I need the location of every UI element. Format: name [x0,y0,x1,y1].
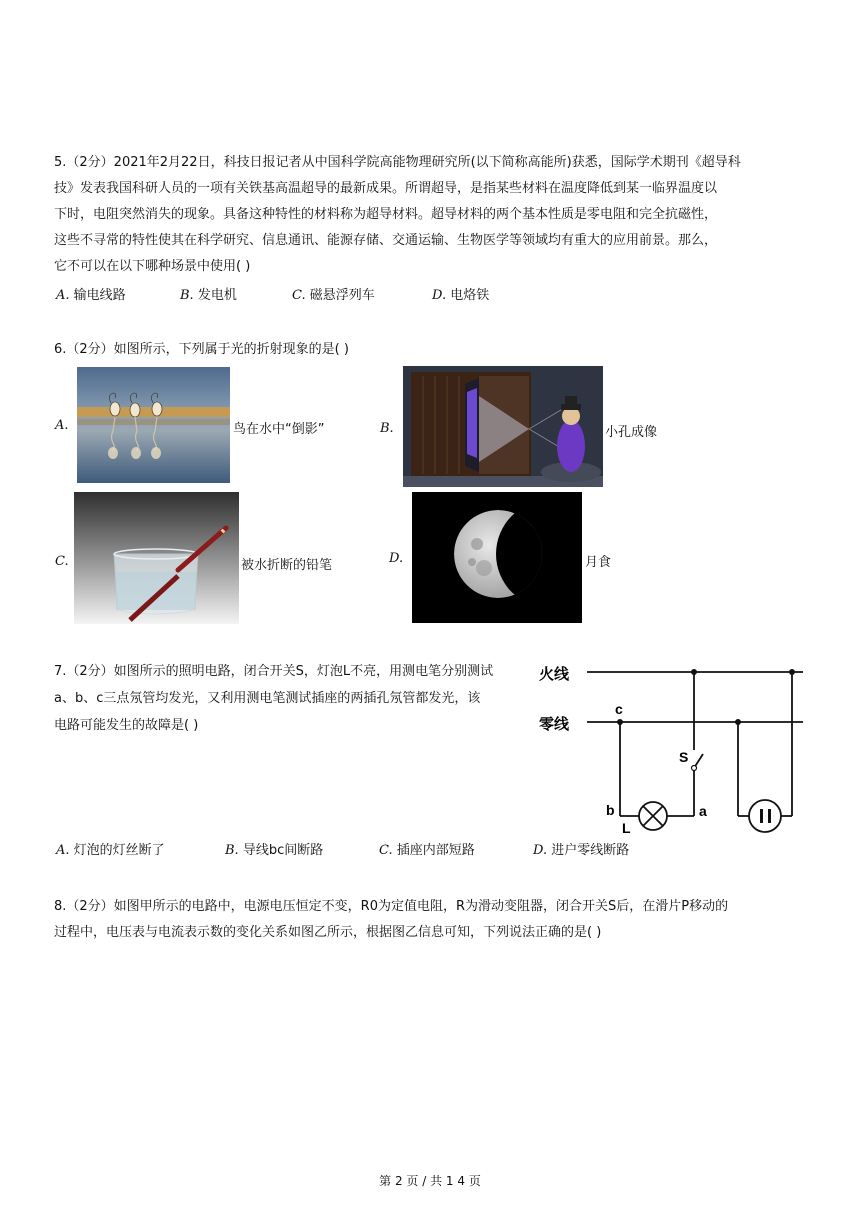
pencil-in-water-image [74,492,239,624]
q6-option-c-caption: 被水折断的铅笔 [241,558,333,573]
q8-line-1: 8.（2分）如图甲所示的电路中，电源电压恒定不变，R0为定值电阻，R为滑动变阻器，闭合开关S后，在滑片P移动的 [54,899,729,914]
q6-option-b-caption: 小孔成像 [605,425,658,440]
neutral-wire-label: 零线 [539,716,570,733]
q8-line-2: 过程中，电压表与电流表示数的变化关系如图乙所示，根据图乙信息可知，下列说法正确的是( ) [54,925,602,940]
q5-line-4: 这些不寻常的特性使其在科学研究、信息通讯、能源存储、交通运输、生物医学等领域均有重大的应用前景。那么， [54,233,718,248]
q5-line-3: 下时，电阻突然消失的现象。具备这种特性的材料称为超导材料。超导材料的两个基本性质是零电阻和完全抗磁性， [54,207,718,222]
q7-option-d: D. 进户零线断路 [533,843,630,858]
q7-line-3: 电路可能发生的故障是( ) [54,718,199,733]
q6-option-b-letter: B. [380,421,394,436]
q5-option-a: A. 输电线路 [56,288,126,303]
q7-option-c: C. 插座内部短路 [379,843,475,858]
q5-line-2: 技》发表我国科研人员的一项有关铁基高温超导的最新成果。所谓超导，是指某些材料在温度降低到某一临界温度以 [54,181,718,196]
lighting-circuit-diagram [535,658,807,838]
point-b-label: b [606,802,615,818]
q7-line-1: 7.（2分）如图所示的照明电路，闭合开关S，灯泡L不亮，用测电笔分别测试 [54,664,494,679]
q5-line-5: 它不可以在以下哪种场景中使用( ) [54,259,251,274]
q5-option-b: B. 发电机 [180,288,237,303]
lamp-label: L [622,820,631,836]
q5-option-d: D. 电烙铁 [432,288,490,303]
pinhole-camera-image [403,366,603,487]
switch-label: S [679,749,689,765]
q7-line-2: a、b、c三点氖管均发光，又利用测电笔测试插座的两插孔氖管都发光，该 [54,691,481,706]
q6-stem: 6.（2分）如图所示，下列属于光的折射现象的是( ) [54,342,349,357]
q6-option-d-letter: D. [389,551,404,566]
live-wire-label: 火线 [539,666,570,683]
q6-option-c-letter: C. [55,554,69,569]
q7-option-b: B. 导线bc间断路 [225,843,324,858]
q5-line-1: 5.（2分）2021年2月22日，科技日报记者从中国科学院高能物理研究所(以下简称高能所)获悉，国际学术期刊《超导科 [54,155,741,170]
point-a-label: a [699,803,707,819]
q6-option-d-caption: 月食 [585,555,612,570]
page-footer: 第 2 页 / 共 1 4 页 [379,1174,481,1188]
q6-option-a-letter: A. [55,418,69,433]
q7-option-a: A. 灯泡的灯丝断了 [56,843,165,858]
q5-option-c: C. 磁悬浮列车 [292,288,375,303]
point-c-label: c [615,701,623,717]
bird-reflection-image [77,367,230,483]
q6-option-a-caption: 鸟在水中“倒影” [233,422,325,437]
lunar-eclipse-image [412,492,582,623]
